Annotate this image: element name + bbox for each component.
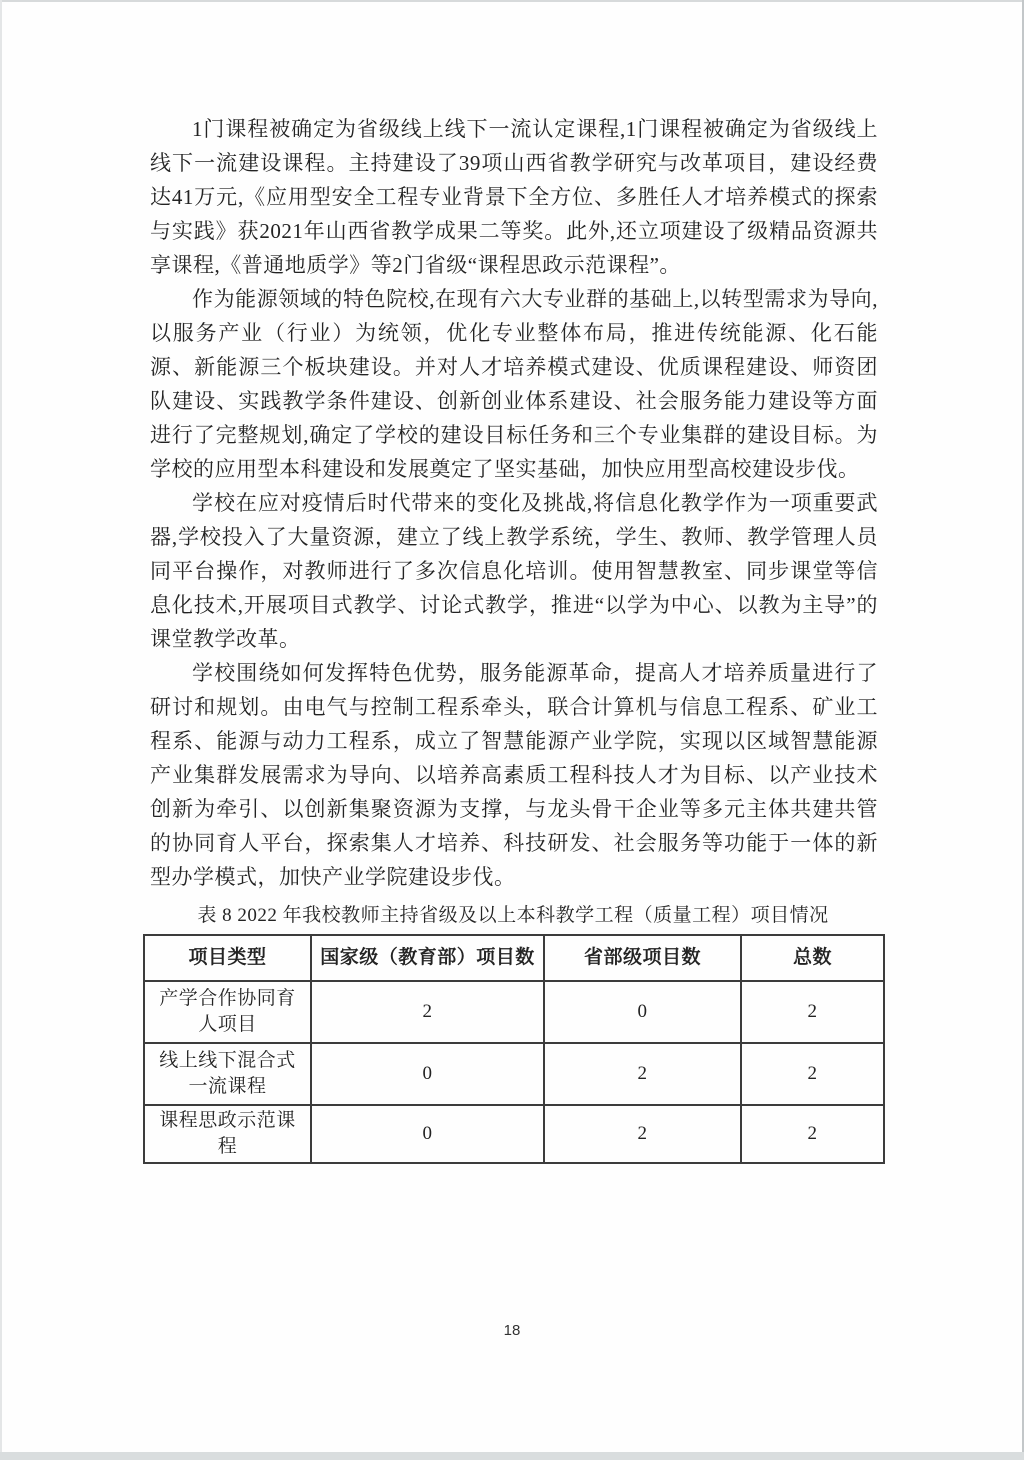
table-row [144, 981, 884, 1043]
cell-provincial: 0 [544, 981, 741, 1043]
cell-provincial: 2 [544, 1043, 741, 1105]
cell-total: 2 [741, 1043, 884, 1105]
body-text [150, 112, 878, 894]
paragraph-1: 1门课程被确定为省级线上线下一流认定课程,1门课程被确定为省级线上线下一流建设课程。主持建设了39项山西省教学研究与改革项目，建设经费达41万元,《应用型安全工程专业背景下全方位、多胜任人才培养模式的探索与实践》获2021年山西省教学成果二等奖。此外,还立项建设了级精品资源共享课程,《普通地质学》等2门省级“课程思政示范课程”。 [150, 117, 878, 277]
cell-national: 0 [311, 1105, 544, 1163]
scan-edge-top [0, 0, 1024, 2]
table-row [144, 1043, 884, 1105]
paragraph-3: 学校在应对疫情后时代带来的变化及挑战,将信息化教学作为一项重要武器,学校投入了大量资源，建立了线上教学系统，学生、教师、教学管理人员同平台操作，对教师进行了多次信息化培训。使用智慧教室、同步课堂等信息化技术,开展项目式教学、讨论式教学，推进“以学为中心、以教为主导”的课堂教学改革。 [150, 491, 878, 651]
paragraph-4: 学校围绕如何发挥特色优势，服务能源革命，提高人才培养质量进行了研讨和规划。由电气与控制工程系牵头，联合计算机与信息工程系、矿业工程系、能源与动力工程系，成立了智慧能源产业学院，实现以区域智慧能源产业集群发展需求为导向、以培养高素质工程科技人才为目标、以产业技术创新为牵引、以创新集聚资源为支撑，与龙头骨干企业等多元主体共建共管的协同育人平台，探索集人才培养、科技研发、社会服务等功能于一体的新型办学模式，加快产业学院建设步伐。 [150, 661, 878, 889]
page-number: 18 [503, 1322, 521, 1339]
projects-table [143, 934, 885, 1164]
cell-provincial: 2 [544, 1105, 741, 1163]
scan-edge-left [0, 0, 2, 1460]
header-total: 总数 [741, 935, 884, 981]
row-label: 产学合作协同育人项目 [144, 981, 311, 1043]
header-national-count: 国家级（教育部）项目数 [311, 935, 544, 981]
cell-national: 0 [311, 1043, 544, 1105]
scan-edge-bottom [0, 1452, 1024, 1460]
row-label: 课程思政示范课程 [144, 1105, 311, 1163]
cell-national: 2 [311, 981, 544, 1043]
header-provincial-count: 省部级项目数 [544, 935, 741, 981]
table-caption: 表 8 2022 年我校教师主持省级及以上本科教学工程（质量工程）项目情况 [197, 905, 829, 926]
cell-total: 2 [741, 981, 884, 1043]
table-section [143, 903, 883, 1164]
paragraph-2: 作为能源领域的特色院校,在现有六大专业群的基础上,以转型需求为导向,以服务产业（行业）为统领，优化专业整体布局，推进传统能源、化石能源、新能源三个板块建设。并对人才培养模式建设、优质课程建设、师资团队建设、实践教学条件建设、创新创业体系建设、社会服务能力建设等方面进行了完整规划,确定了学校的建设目标任务和三个专业集群的建设目标。为学校的应用型本科建设和发展奠定了坚实基础，加快应用型高校建设步伐。 [150, 287, 878, 481]
row-label: 线上线下混合式一流课程 [144, 1043, 311, 1105]
header-project-type: 项目类型 [144, 935, 311, 981]
cell-total: 2 [741, 1105, 884, 1163]
table-row [144, 1105, 884, 1163]
table-header-row [144, 935, 884, 981]
